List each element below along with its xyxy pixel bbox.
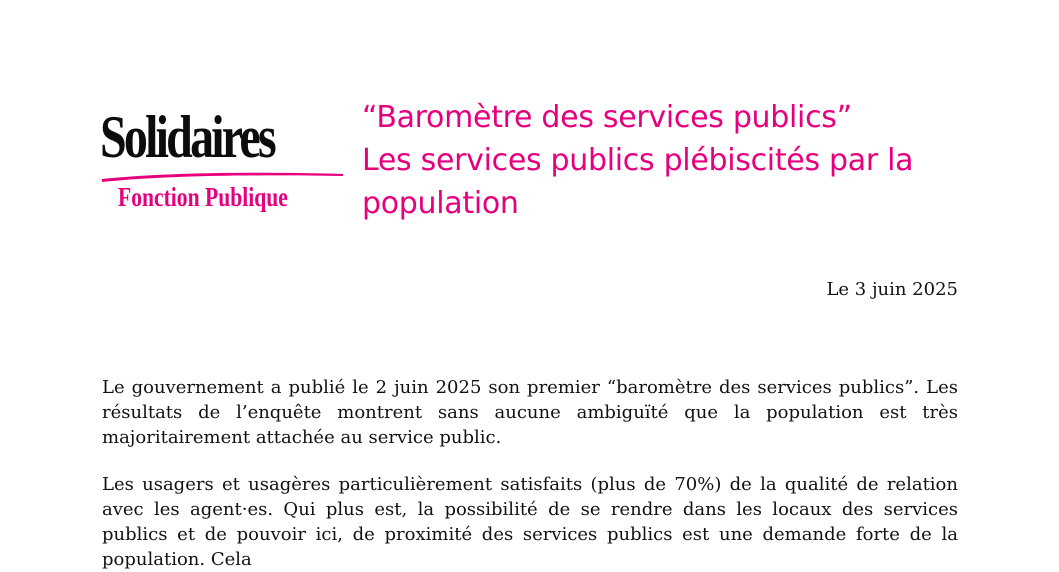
title-line-1: “Baromètre des services publics”: [362, 100, 852, 135]
paragraph-1: Le gouvernement a publié le 2 juin 2025 son premier “baromètre des services publics”. Les résultats de l’enquête montrent sans aucune ambiguïté que la population est très majoritairement attachée au service public.: [102, 377, 958, 448]
document-date: Le 3 juin 2025: [826, 279, 958, 300]
paragraph-2: Les usagers et usagères particulièrement satisfaits (plus de 70%) de la qualité de relation avec les agent·es. Qui plus est, la possibilité de se rendre dans les locaux des services publics et de pouvoir ici, de proximité des services publics est une demande forte de la population. Cela: [102, 474, 958, 570]
logo-subtitle: Fonction Publique: [118, 182, 288, 212]
title-line-2: Les services publics plébiscités par la: [362, 143, 914, 178]
title-line-3: population: [362, 186, 519, 221]
solidaires-logo: [100, 104, 345, 216]
document-title: [362, 96, 982, 225]
logo-wordmark: Solidaires: [100, 104, 274, 170]
